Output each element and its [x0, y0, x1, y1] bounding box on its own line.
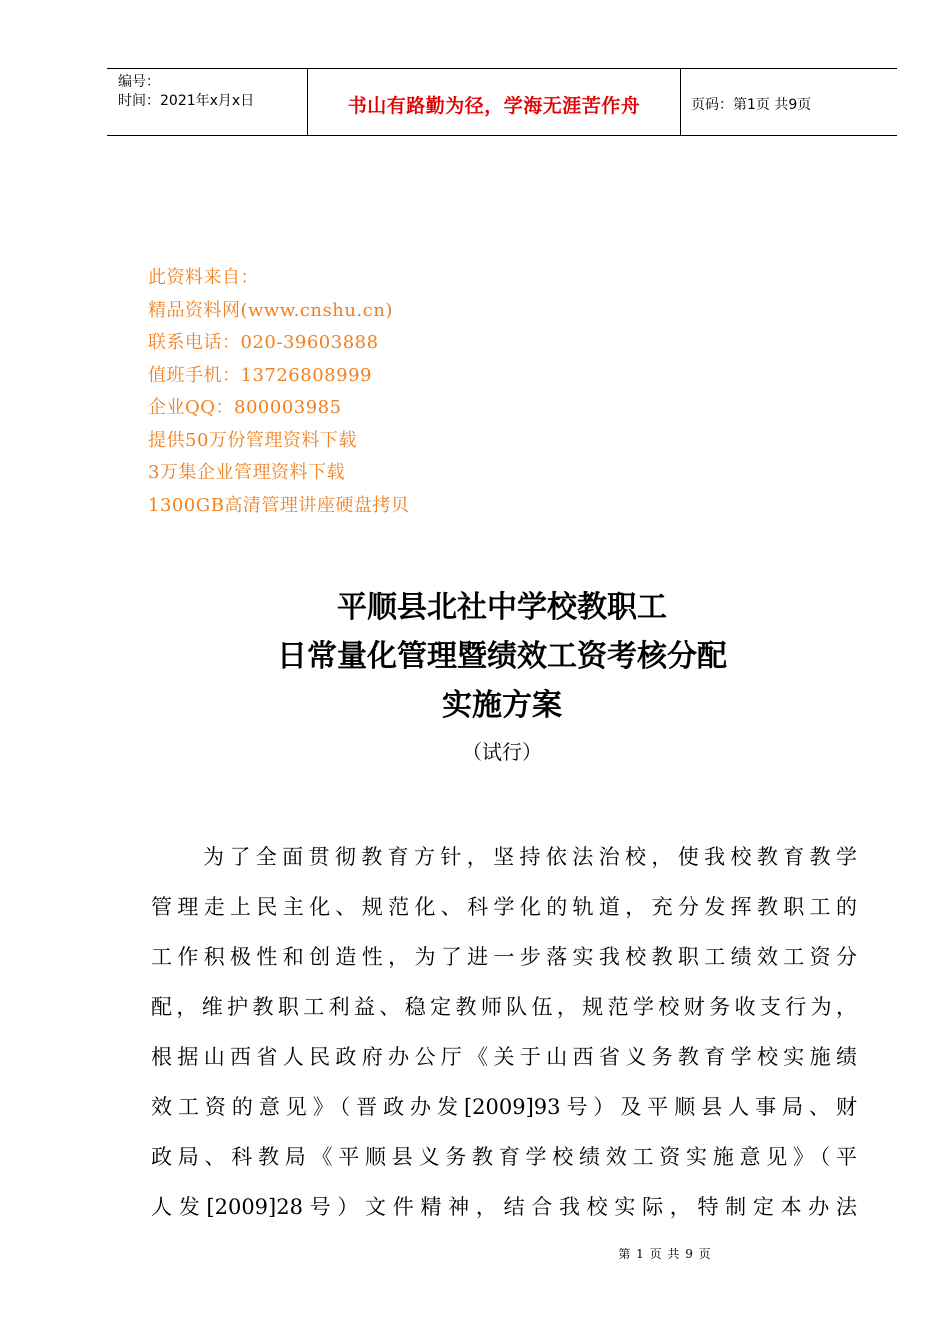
ad-line-qq: 企业QQ：800003985 — [148, 397, 342, 418]
ad-line-phone: 联系电话：020-39603888 — [148, 332, 379, 353]
body-paragraph — [151, 832, 857, 1232]
document-title — [0, 583, 950, 730]
document-subtitle: （试行） — [462, 740, 542, 764]
header-motto: 书山有路勤为径，学海无涯苦作舟 — [308, 69, 681, 135]
paragraph-line: 人发[2009]28号）文件精神，结合我校实际，特制定本办法 — [151, 1195, 857, 1219]
ad-line-mobile: 值班手机：13726808999 — [148, 364, 372, 386]
paragraph-line: 效工资的意见》（晋政办发[2009]93号）及平顺县人事局、财 — [151, 1095, 857, 1119]
paragraph-line: 管理走上民主化、规范化、科学化的轨道，充分发挥教职工的 — [151, 895, 857, 919]
ad-line-source: 此资料来自： — [148, 267, 259, 288]
ad-line-website: 精品资料网(www.cnshu.cn) — [148, 299, 393, 321]
paragraph-line: 根据山西省人民政府办公厅《关于山西省义务教育学校实施绩 — [151, 1045, 857, 1069]
time-label: 时间：2021年x月x日 — [118, 93, 255, 109]
ad-line-offer-3: 1300GB高清管理讲座硬盘拷贝 — [148, 494, 410, 516]
ad-line-offer-2: 3万集企业管理资料下载 — [148, 462, 345, 483]
title-line-2: 日常量化管理暨绩效工资考核分配 — [277, 639, 727, 674]
paragraph-line: 配，维护教职工利益、稳定教师队伍，规范学校财务收支行为， — [151, 995, 857, 1019]
number-label: 编号： — [118, 74, 160, 90]
header-meta — [107, 69, 308, 135]
ad-line-offer-1: 提供50万份管理资料下载 — [148, 429, 357, 451]
paragraph-line: 政局、科教局《平顺县义务教育学校绩效工资实施意见》（平 — [151, 1145, 857, 1169]
title-line-1: 平顺县北社中学校教职工 — [337, 590, 667, 625]
page-header — [107, 68, 897, 136]
ad-block — [148, 262, 409, 522]
header-page-info: 页码：第1页 共9页 — [691, 97, 812, 113]
paragraph-line: 工作积极性和创造性，为了进一步落实我校教职工绩效工资分 — [151, 945, 857, 969]
title-line-3: 实施方案 — [442, 688, 562, 723]
page-footer: 第 1 页 共 9 页 — [618, 1247, 712, 1261]
paragraph-line: 为了全面贯彻教育方针，坚持依法治校，使我校教育教学 — [203, 845, 857, 869]
